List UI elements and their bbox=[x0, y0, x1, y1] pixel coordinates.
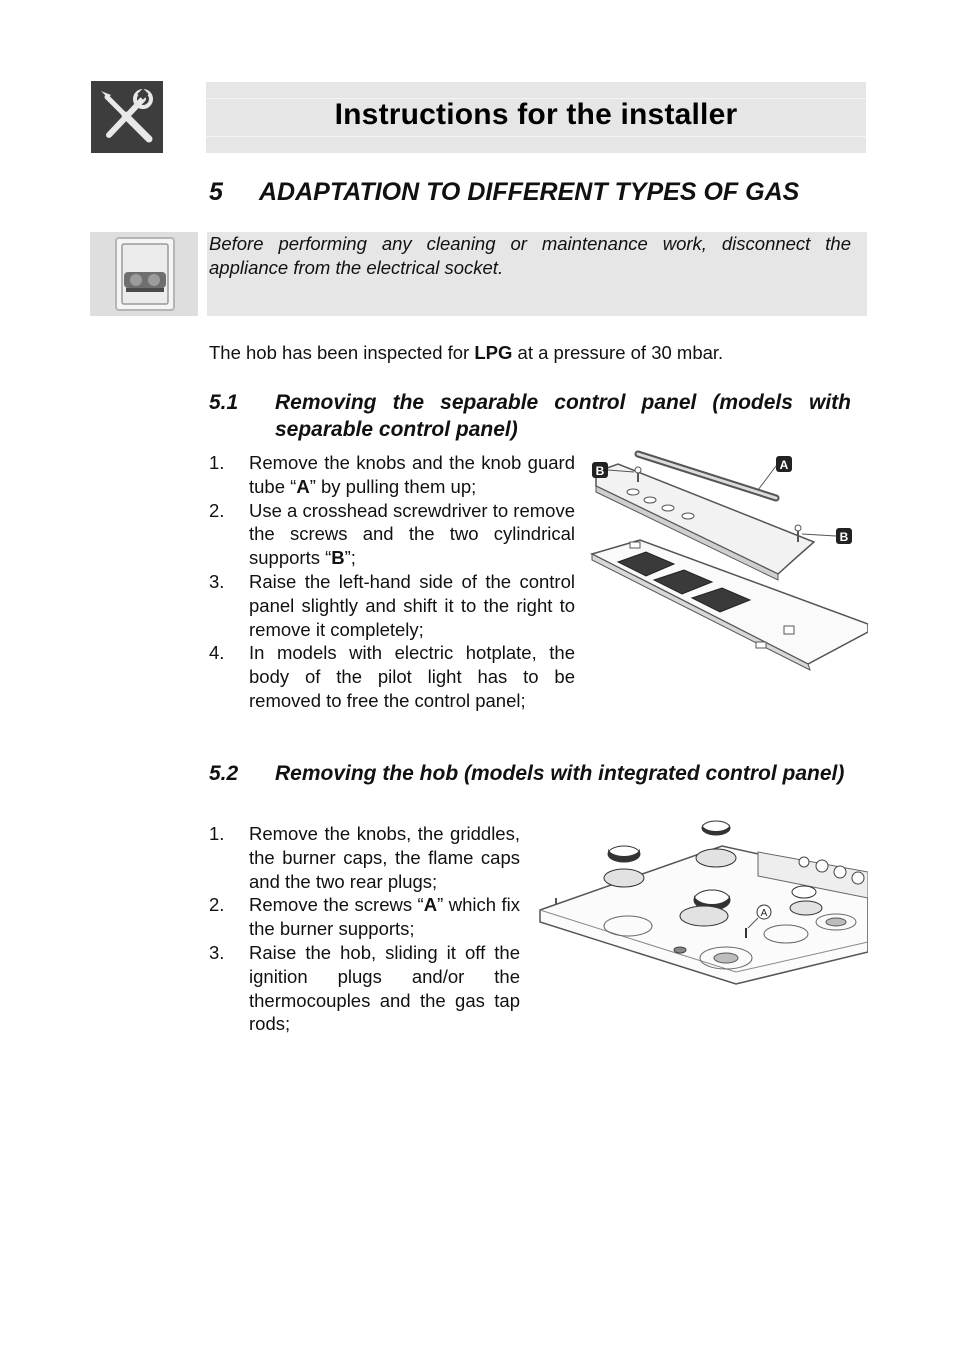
step-number: 3. bbox=[209, 570, 225, 592]
warning-text: Before performing any cleaning or maintenance work, disconnect the appliance from the electrical socket. bbox=[209, 233, 851, 278]
list-item bbox=[209, 822, 520, 893]
section-number: 5 bbox=[209, 178, 223, 206]
step-text: Remove the screws “A” which fix the burner supports; bbox=[249, 894, 520, 940]
electrical-socket-icon bbox=[90, 232, 198, 316]
page-title: Instructions for the installer bbox=[334, 98, 738, 131]
section-heading bbox=[209, 178, 869, 207]
list-item bbox=[209, 641, 575, 712]
subsection-number: 5.1 bbox=[209, 391, 239, 414]
list-item bbox=[209, 451, 575, 499]
step-text: Remove the knobs, the griddles, the burner caps, the flame caps and the two rear plugs; bbox=[249, 823, 520, 892]
list-item bbox=[209, 941, 520, 1036]
step-text: Remove the knobs and the knob guard tube “A” by pulling them up; bbox=[249, 452, 575, 497]
step-number: 2. bbox=[209, 499, 225, 521]
step-text: In models with electric hotplate, the body of the pilot light has to be removed to free the control panel; bbox=[249, 642, 575, 711]
figure-label-a: A bbox=[779, 458, 789, 472]
list-item bbox=[209, 499, 575, 570]
steps-list-5-2 bbox=[209, 822, 520, 1036]
section-title: ADAPTATION TO DIFFERENT TYPES OF GAS bbox=[259, 178, 800, 206]
control-panel-exploded-figure bbox=[588, 446, 868, 674]
step-number: 2. bbox=[209, 894, 225, 916]
hob-removal-figure bbox=[536, 816, 868, 986]
figure-label-b-left: B bbox=[595, 464, 605, 478]
figure-label-b-right: B bbox=[839, 530, 849, 544]
list-item bbox=[209, 570, 575, 641]
gas-type: LPG bbox=[474, 342, 513, 363]
wrench-screwdriver-icon bbox=[91, 81, 163, 153]
part-label: B bbox=[331, 547, 345, 569]
subsection-title: Removing the separable control panel (models with separable control panel) bbox=[275, 391, 851, 441]
step-number: 1. bbox=[209, 823, 225, 844]
figure-label-a: A bbox=[760, 908, 768, 919]
subsection-title: Removing the hob (models with integrated control panel) bbox=[275, 762, 845, 785]
step-number: 4. bbox=[209, 642, 225, 664]
list-item bbox=[209, 893, 520, 941]
part-label: A bbox=[423, 894, 438, 916]
step-number: 1. bbox=[209, 452, 225, 473]
subsection-number: 5.2 bbox=[209, 762, 239, 785]
intro-paragraph: The hob has been inspected for LPG at a pressure of 30 mbar. bbox=[209, 342, 724, 363]
step-number: 3. bbox=[209, 941, 225, 963]
part-label: A bbox=[296, 475, 310, 497]
step-text: Use a crosshead screwdriver to remove the screws and the two cylindrical supports “B”; bbox=[249, 499, 575, 569]
steps-list-5-1 bbox=[209, 451, 575, 713]
subsection-5-1-heading bbox=[209, 389, 851, 445]
step-text: Raise the hob, sliding it off the ignition plugs and/or the thermocouples and the gas tap rods; bbox=[249, 941, 520, 1035]
step-text: Raise the left-hand side of the control panel slightly and shift it to the right to remove it completely; bbox=[249, 570, 575, 640]
subsection-5-2-heading bbox=[209, 760, 851, 816]
